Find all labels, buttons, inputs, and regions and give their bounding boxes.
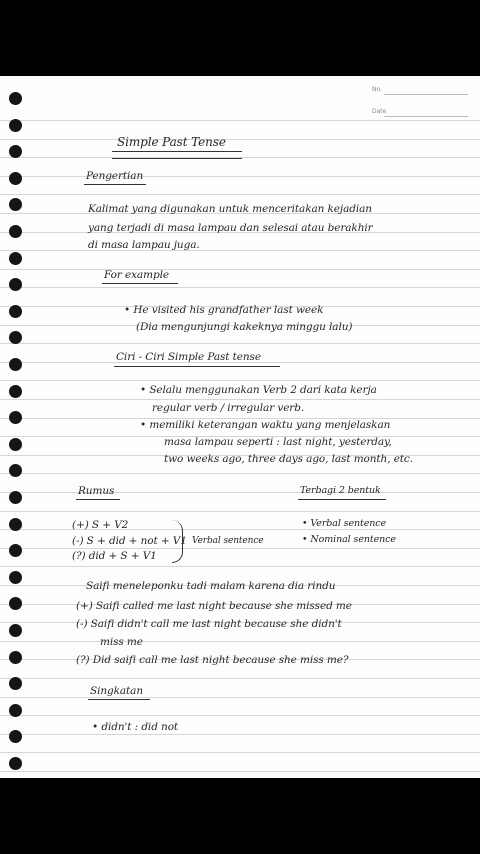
ruled-line xyxy=(0,250,480,251)
binder-hole xyxy=(9,624,22,637)
bentuk-item: • Nominal sentence xyxy=(302,534,396,545)
binder-hole xyxy=(9,704,22,717)
example-underline xyxy=(102,283,178,284)
ruled-line xyxy=(0,715,480,716)
binder-hole xyxy=(9,225,22,238)
ruled-line xyxy=(0,771,480,772)
binder-hole xyxy=(9,730,22,743)
binder-hole xyxy=(9,278,22,291)
ciri-line: masa lampau seperti : last night, yesterday, xyxy=(164,436,392,448)
pengertian-line: di masa lampau juga. xyxy=(88,239,200,251)
pengertian-line: Kalimat yang digunakan untuk menceritakan kejadian xyxy=(88,203,372,215)
brace-label: Verbal sentence xyxy=(192,536,264,546)
heading-bentuk: Terbagi 2 bentuk xyxy=(300,485,381,496)
title-underline xyxy=(112,151,242,152)
ciri-underline xyxy=(114,366,280,367)
ruled-line xyxy=(0,139,480,140)
binder-hole xyxy=(9,92,22,105)
notebook-page xyxy=(0,76,480,778)
sentence-line: Saifi meneleponku tadi malam karena dia rindu xyxy=(86,580,336,592)
binder-hole xyxy=(9,119,22,132)
ruled-line xyxy=(0,120,480,121)
binder-hole xyxy=(9,438,22,451)
binder-hole xyxy=(9,571,22,584)
ruled-line xyxy=(0,678,480,679)
binder-hole xyxy=(9,358,22,371)
binder-hole xyxy=(9,677,22,690)
binder-hole xyxy=(9,491,22,504)
formula-question: (?) did + S + V1 xyxy=(72,550,157,562)
binder-hole xyxy=(9,172,22,185)
ruled-line xyxy=(0,343,480,344)
sentence-line: miss me xyxy=(100,636,143,648)
ruled-line xyxy=(0,287,480,288)
example-line: (Dia mengunjungi kakeknya minggu lalu) xyxy=(136,321,353,333)
ruled-line xyxy=(0,566,480,567)
binder-hole xyxy=(9,252,22,265)
singkatan-line: • didn't : did not xyxy=(92,721,179,733)
pengertian-line: yang terjadi di masa lampau dan selesai atau berakhir xyxy=(88,222,373,234)
ciri-line: • memiliki keterangan waktu yang menjelaskan xyxy=(140,419,391,431)
title-underline-2 xyxy=(112,158,242,159)
ruled-line xyxy=(0,380,480,381)
binder-hole xyxy=(9,145,22,158)
formula-brace xyxy=(172,520,183,563)
singkatan-underline xyxy=(88,699,150,700)
ruled-line xyxy=(0,194,480,195)
ciri-line: regular verb / irregular verb. xyxy=(152,402,305,414)
date-label: Date xyxy=(372,108,387,115)
ruled-line xyxy=(0,548,480,549)
rumus-underline xyxy=(76,499,120,500)
ruled-line xyxy=(0,641,480,642)
binder-hole xyxy=(9,651,22,664)
ruled-line xyxy=(0,473,480,474)
bentuk-item: • Verbal sentence xyxy=(302,518,386,529)
sentence-line: (-) Saifi didn't call me last night because she didn't xyxy=(76,618,342,630)
bentuk-underline xyxy=(298,499,386,500)
sentence-line: (?) Did saifi call me last night because she miss me? xyxy=(76,654,349,666)
example-line: • He visited his grandfather last week xyxy=(124,304,324,316)
binder-hole xyxy=(9,305,22,318)
ciri-line: two weeks ago, three days ago, last month, etc. xyxy=(164,453,413,465)
heading-example: For example xyxy=(104,269,169,281)
binder-hole xyxy=(9,544,22,557)
binder-hole xyxy=(9,411,22,424)
date-line xyxy=(384,116,468,117)
ruled-line xyxy=(0,399,480,400)
heading-ciri: Ciri - Ciri Simple Past tense xyxy=(116,351,261,363)
ruled-line xyxy=(0,492,480,493)
pengertian-underline xyxy=(84,184,146,185)
page-title: Simple Past Tense xyxy=(117,135,226,149)
formula-positive: (+) S + V2 xyxy=(72,519,129,531)
formula-negative: (-) S + did + not + V1 xyxy=(72,535,187,547)
ciri-line: • Selalu menggunakan Verb 2 dari kata kerja xyxy=(140,384,377,396)
no-line xyxy=(384,94,468,95)
binder-hole xyxy=(9,331,22,344)
binder-hole xyxy=(9,597,22,610)
binder-hole xyxy=(9,464,22,477)
binder-hole xyxy=(9,385,22,398)
binder-hole xyxy=(9,518,22,531)
ruled-line xyxy=(0,269,480,270)
ruled-line xyxy=(0,752,480,753)
heading-rumus: Rumus xyxy=(78,485,115,497)
binder-hole xyxy=(9,757,22,770)
ruled-line xyxy=(0,697,480,698)
ruled-line xyxy=(0,734,480,735)
no-label: No. xyxy=(372,86,382,93)
ruled-line xyxy=(0,511,480,512)
heading-singkatan: Singkatan xyxy=(90,685,143,697)
ruled-line xyxy=(0,176,480,177)
heading-pengertian: Pengertian xyxy=(86,170,144,182)
binder-hole xyxy=(9,198,22,211)
sentence-line: (+) Saifi called me last night because she missed me xyxy=(76,600,352,612)
